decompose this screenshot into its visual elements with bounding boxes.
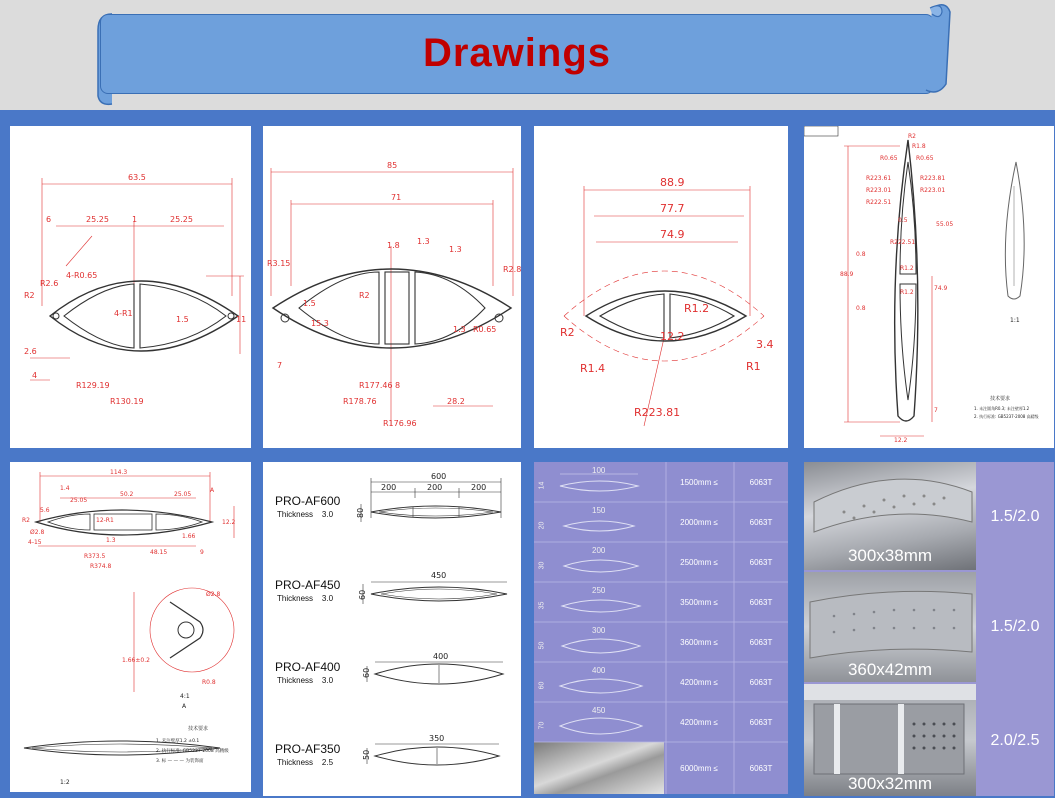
drawing-2-canvas bbox=[263, 126, 521, 448]
dim-4-0: R2 bbox=[908, 133, 916, 140]
dim-2-9: 1.5 bbox=[303, 299, 316, 308]
profile-3-thickness-label: Thickness bbox=[277, 758, 314, 767]
dim-2-2: 1.8 bbox=[387, 241, 400, 250]
note-5-2: 3. 标 — — — 为装饰面 bbox=[156, 759, 204, 764]
row-3-material: 6063T bbox=[749, 598, 773, 607]
row-2-material: 6063T bbox=[749, 558, 773, 567]
dim-1-8: 4-R1 bbox=[114, 309, 133, 318]
dim-1-0: 63.5 bbox=[128, 173, 146, 182]
row-5-width: 400 bbox=[592, 666, 606, 675]
dim-1-6: R2.6 bbox=[40, 279, 59, 288]
dim-3-9: R223.81 bbox=[634, 406, 681, 419]
profile-3-thickness-value: 2.5 bbox=[321, 758, 334, 767]
profile-0-thickness-label: Thickness bbox=[277, 510, 314, 519]
dim-1-10: 11 bbox=[236, 315, 247, 324]
dim-1-14: R130.19 bbox=[110, 397, 144, 406]
profile-0-part-1: 200 bbox=[427, 483, 443, 492]
product-photos bbox=[804, 462, 1054, 796]
row-2-height: 30 bbox=[538, 561, 546, 570]
photo-1 bbox=[804, 462, 976, 570]
profile-1-total: 450 bbox=[431, 571, 447, 580]
dim-4-19: 12.2 bbox=[894, 437, 908, 444]
blade-photo bbox=[534, 742, 664, 794]
profile-3-thickness bbox=[277, 758, 333, 767]
scale-label-4: 1:1 bbox=[1010, 317, 1020, 324]
profile-2-total: 400 bbox=[433, 652, 449, 661]
table-row bbox=[534, 462, 788, 502]
row-7-material: 6063T bbox=[749, 764, 773, 773]
photo-2-size: 360x42mm bbox=[847, 660, 933, 679]
photo-1-thickness: 1.5/2.0 bbox=[990, 508, 1040, 525]
dim-2-14: R177.46 bbox=[359, 381, 393, 390]
dim-4-15: R1.2 bbox=[900, 289, 914, 296]
row-2-length: 2500mm ≤ bbox=[680, 558, 718, 567]
drawing-panel-3 bbox=[534, 126, 788, 448]
dim-5-9: 12-R1 bbox=[96, 517, 114, 524]
profile-0-height: 80 bbox=[356, 507, 365, 518]
dim-1-4: 1 bbox=[132, 215, 138, 224]
dim-2-7: R2 bbox=[359, 291, 370, 300]
notes-title-4: 技术要求 bbox=[990, 396, 1011, 402]
dim-5-4: 25.05 bbox=[174, 491, 192, 498]
row-6-length: 4200mm ≤ bbox=[680, 718, 718, 727]
dim-5-0: 114.3 bbox=[110, 469, 128, 476]
table-row bbox=[534, 662, 788, 702]
dim-1-7: 4-R0.65 bbox=[66, 271, 98, 280]
profile-1-name: PRO-AF450 bbox=[275, 578, 341, 592]
dim-3-1: 77.7 bbox=[660, 202, 685, 215]
table-row bbox=[534, 742, 788, 794]
row-4-width: 300 bbox=[592, 626, 606, 635]
dim-4-12: R222.51 bbox=[890, 239, 916, 246]
row-1-material: 6063T bbox=[749, 518, 773, 527]
drawing-5-canvas bbox=[10, 462, 251, 792]
drawing-3-canvas bbox=[534, 126, 788, 448]
dim-5-12: 12.2 bbox=[222, 519, 236, 526]
dim-2-0: 85 bbox=[387, 161, 398, 170]
profile-0-total: 600 bbox=[431, 472, 447, 481]
table-row bbox=[534, 622, 788, 662]
profile-2-height: 60 bbox=[362, 667, 371, 678]
dim-5-1: 1.4 bbox=[60, 485, 70, 492]
drawing-panel-5 bbox=[10, 462, 251, 792]
profile-0-thickness bbox=[277, 510, 333, 519]
dim-5-11: 1.66 bbox=[182, 533, 196, 540]
dim-3-7: 3.4 bbox=[756, 338, 774, 351]
dim-5-2: 25.05 bbox=[70, 497, 88, 504]
notes-title-5: 技术要求 bbox=[188, 726, 209, 732]
dim-1-11: 2.6 bbox=[24, 347, 37, 356]
page-title: Drawings bbox=[422, 31, 612, 75]
dim-5-16: 48.15 bbox=[150, 549, 168, 556]
dim-3-0: 88.9 bbox=[660, 176, 685, 189]
row-4-height: 50 bbox=[538, 641, 546, 650]
note-4-1: 2. 执行标准: GB5237-2008 高精级 bbox=[974, 414, 1039, 419]
dim-3-4: R1.4 bbox=[580, 362, 606, 375]
row-1-height: 20 bbox=[538, 521, 546, 530]
dim-5-14: R373.5 bbox=[84, 553, 106, 560]
dim-2-11: 1.3 bbox=[453, 325, 466, 334]
dim-3-8: R1 bbox=[746, 360, 761, 373]
row-1-length: 2000mm ≤ bbox=[680, 518, 718, 527]
row-3-height: 35 bbox=[538, 601, 546, 610]
drawing-panel-4 bbox=[804, 126, 1054, 448]
drawing-panel-1 bbox=[10, 126, 251, 448]
dim-3-2: 74.9 bbox=[660, 228, 685, 241]
photo-3-size: 300x32mm bbox=[847, 774, 933, 793]
row-5-height: 60 bbox=[538, 681, 546, 690]
row-0-material: 6063T bbox=[749, 478, 773, 487]
dim-2-15: 8 bbox=[395, 381, 401, 390]
profile-1-thickness-label: Thickness bbox=[277, 594, 314, 603]
row-5-length: 4200mm ≤ bbox=[680, 678, 718, 687]
dim-4-2: R0.65 bbox=[880, 155, 898, 162]
dim-2-17: 28.2 bbox=[447, 397, 465, 406]
profile-1-thickness-value: 3.0 bbox=[321, 594, 334, 603]
profile-0-part-0: 200 bbox=[381, 483, 397, 492]
scale-label-5: 1:2 bbox=[60, 779, 70, 786]
dim-4-8: R223.01 bbox=[920, 187, 946, 194]
dim-1-13: R129.19 bbox=[76, 381, 110, 390]
dim-4-10: 0.8 bbox=[856, 251, 866, 258]
scroll-curl-right bbox=[920, 0, 1050, 110]
row-0-width: 100 bbox=[592, 466, 606, 475]
dim-5-19: R0.8 bbox=[202, 679, 216, 686]
dim-4-14: R1.2 bbox=[900, 265, 914, 272]
dim-5-17: 9 bbox=[200, 549, 204, 556]
dim-1-1: 6 bbox=[46, 215, 52, 224]
dim-2-6: R2.8 bbox=[503, 265, 521, 274]
dim-2-13: R178.76 bbox=[343, 397, 377, 406]
photo-2-thickness: 1.5/2.0 bbox=[990, 618, 1040, 635]
profile-2-name: PRO-AF400 bbox=[275, 660, 341, 674]
profile-0-thickness-value: 3.0 bbox=[321, 510, 334, 519]
dim-4-1: R1.8 bbox=[912, 143, 926, 150]
dim-5-10: 1.3 bbox=[106, 537, 116, 544]
dim-3-6: R1.2 bbox=[684, 302, 710, 315]
row-1-width: 150 bbox=[592, 506, 606, 515]
dim-5-3: 50.2 bbox=[120, 491, 134, 498]
dim-4-6: R222.51 bbox=[866, 199, 892, 206]
row-2-width: 200 bbox=[592, 546, 606, 555]
dim-2-16: R176.96 bbox=[383, 419, 417, 428]
photo-1-size: 300x38mm bbox=[847, 546, 933, 565]
dim-2-5: R3.15 bbox=[267, 259, 291, 268]
dim-2-8: 15.3 bbox=[311, 319, 329, 328]
profile-1-thickness bbox=[277, 594, 333, 603]
note-4-0: 1. 未注圆角R0.3; 未注壁厚1.2 bbox=[974, 406, 1030, 411]
drawing-panel-2 bbox=[263, 126, 521, 448]
dim-5-7: 5.6 bbox=[40, 507, 50, 514]
photo-3-thickness: 2.0/2.5 bbox=[990, 732, 1040, 749]
spec-table bbox=[534, 462, 788, 794]
dim-5-13: 4-15 bbox=[28, 539, 42, 546]
dim-5-15: R374.8 bbox=[90, 563, 112, 570]
dim-2-3: 1.3 bbox=[417, 237, 430, 246]
dim-1-2: 25.25 bbox=[86, 215, 109, 224]
dim-2-1: 71 bbox=[391, 193, 402, 202]
note-5-1: 2. 执行标准: GB5237-2008 高精级 bbox=[156, 749, 229, 754]
dim-1-9: 1.5 bbox=[176, 315, 189, 324]
profile-0-part-2: 200 bbox=[471, 483, 487, 492]
dim-4-11: 0.8 bbox=[856, 305, 866, 312]
table-row bbox=[534, 582, 788, 622]
dim-4-3: R0.65 bbox=[916, 155, 934, 162]
row-0-height: 14 bbox=[538, 481, 546, 490]
dim-1-5: R2 bbox=[24, 291, 35, 300]
row-7-length: 6000mm ≤ bbox=[680, 764, 718, 773]
row-6-width: 450 bbox=[592, 706, 606, 715]
table-row bbox=[534, 542, 788, 582]
dim-4-18: 7 bbox=[934, 407, 938, 414]
profile-panel bbox=[263, 462, 521, 796]
profile-1-height: 60 bbox=[358, 589, 367, 600]
profile-3-name: PRO-AF350 bbox=[275, 742, 341, 756]
drawing-4-canvas bbox=[804, 126, 1054, 448]
drawing-1-canvas bbox=[10, 126, 251, 448]
profile-3-total: 350 bbox=[429, 734, 445, 743]
dim-3-5: 12.2 bbox=[660, 330, 685, 343]
table-row bbox=[534, 502, 788, 542]
dim-4-9: 0.5 bbox=[898, 217, 908, 224]
dim-5-18: Ø2.8 bbox=[206, 591, 221, 598]
row-0-length: 1500mm ≤ bbox=[680, 478, 718, 487]
row-6-height: 70 bbox=[538, 721, 546, 730]
dim-4-7: R223.81 bbox=[920, 175, 946, 182]
row-6-material: 6063T bbox=[749, 718, 773, 727]
profile-3-height: 50 bbox=[362, 749, 371, 760]
dim-4-4: R223.61 bbox=[866, 175, 892, 182]
dim-4-17: 74.9 bbox=[934, 285, 948, 292]
dim-5-6: R2 bbox=[22, 517, 30, 524]
scale-ratio-5: 4:1 bbox=[180, 693, 190, 700]
dim-5-8: Ø2.8 bbox=[30, 529, 45, 536]
dim-2-12: 7 bbox=[277, 361, 283, 370]
row-3-width: 250 bbox=[592, 586, 606, 595]
detail-label-5: A bbox=[182, 703, 187, 710]
photo-2 bbox=[804, 572, 976, 682]
dim-3-3: R2 bbox=[560, 326, 575, 339]
profile-2-thickness bbox=[277, 676, 333, 685]
dim-1-3: 25.25 bbox=[170, 215, 193, 224]
photo-3 bbox=[804, 684, 976, 796]
dim-2-10: R0.65 bbox=[473, 325, 497, 334]
table-row bbox=[534, 702, 788, 742]
dim-5-20: 1.66±0.2 bbox=[122, 657, 150, 664]
note-5-0: 1. 未注壁厚1.2 ±0.1 bbox=[156, 739, 200, 744]
dim-4-16: 88.9 bbox=[840, 271, 854, 278]
row-4-material: 6063T bbox=[749, 638, 773, 647]
dim-5-5: A bbox=[210, 487, 215, 494]
dim-4-13: 55.05 bbox=[936, 221, 954, 228]
profile-0-name: PRO-AF600 bbox=[275, 494, 341, 508]
row-3-length: 3500mm ≤ bbox=[680, 598, 718, 607]
profile-2-thickness-label: Thickness bbox=[277, 676, 314, 685]
header-banner bbox=[0, 0, 1055, 110]
profile-2-thickness-value: 3.0 bbox=[321, 676, 334, 685]
row-4-length: 3600mm ≤ bbox=[680, 638, 718, 647]
dim-2-4: 1.3 bbox=[449, 245, 462, 254]
row-5-material: 6063T bbox=[749, 678, 773, 687]
title-scroll bbox=[100, 14, 934, 94]
dim-4-5: R223.01 bbox=[866, 187, 892, 194]
dim-1-12: 4 bbox=[32, 371, 38, 380]
